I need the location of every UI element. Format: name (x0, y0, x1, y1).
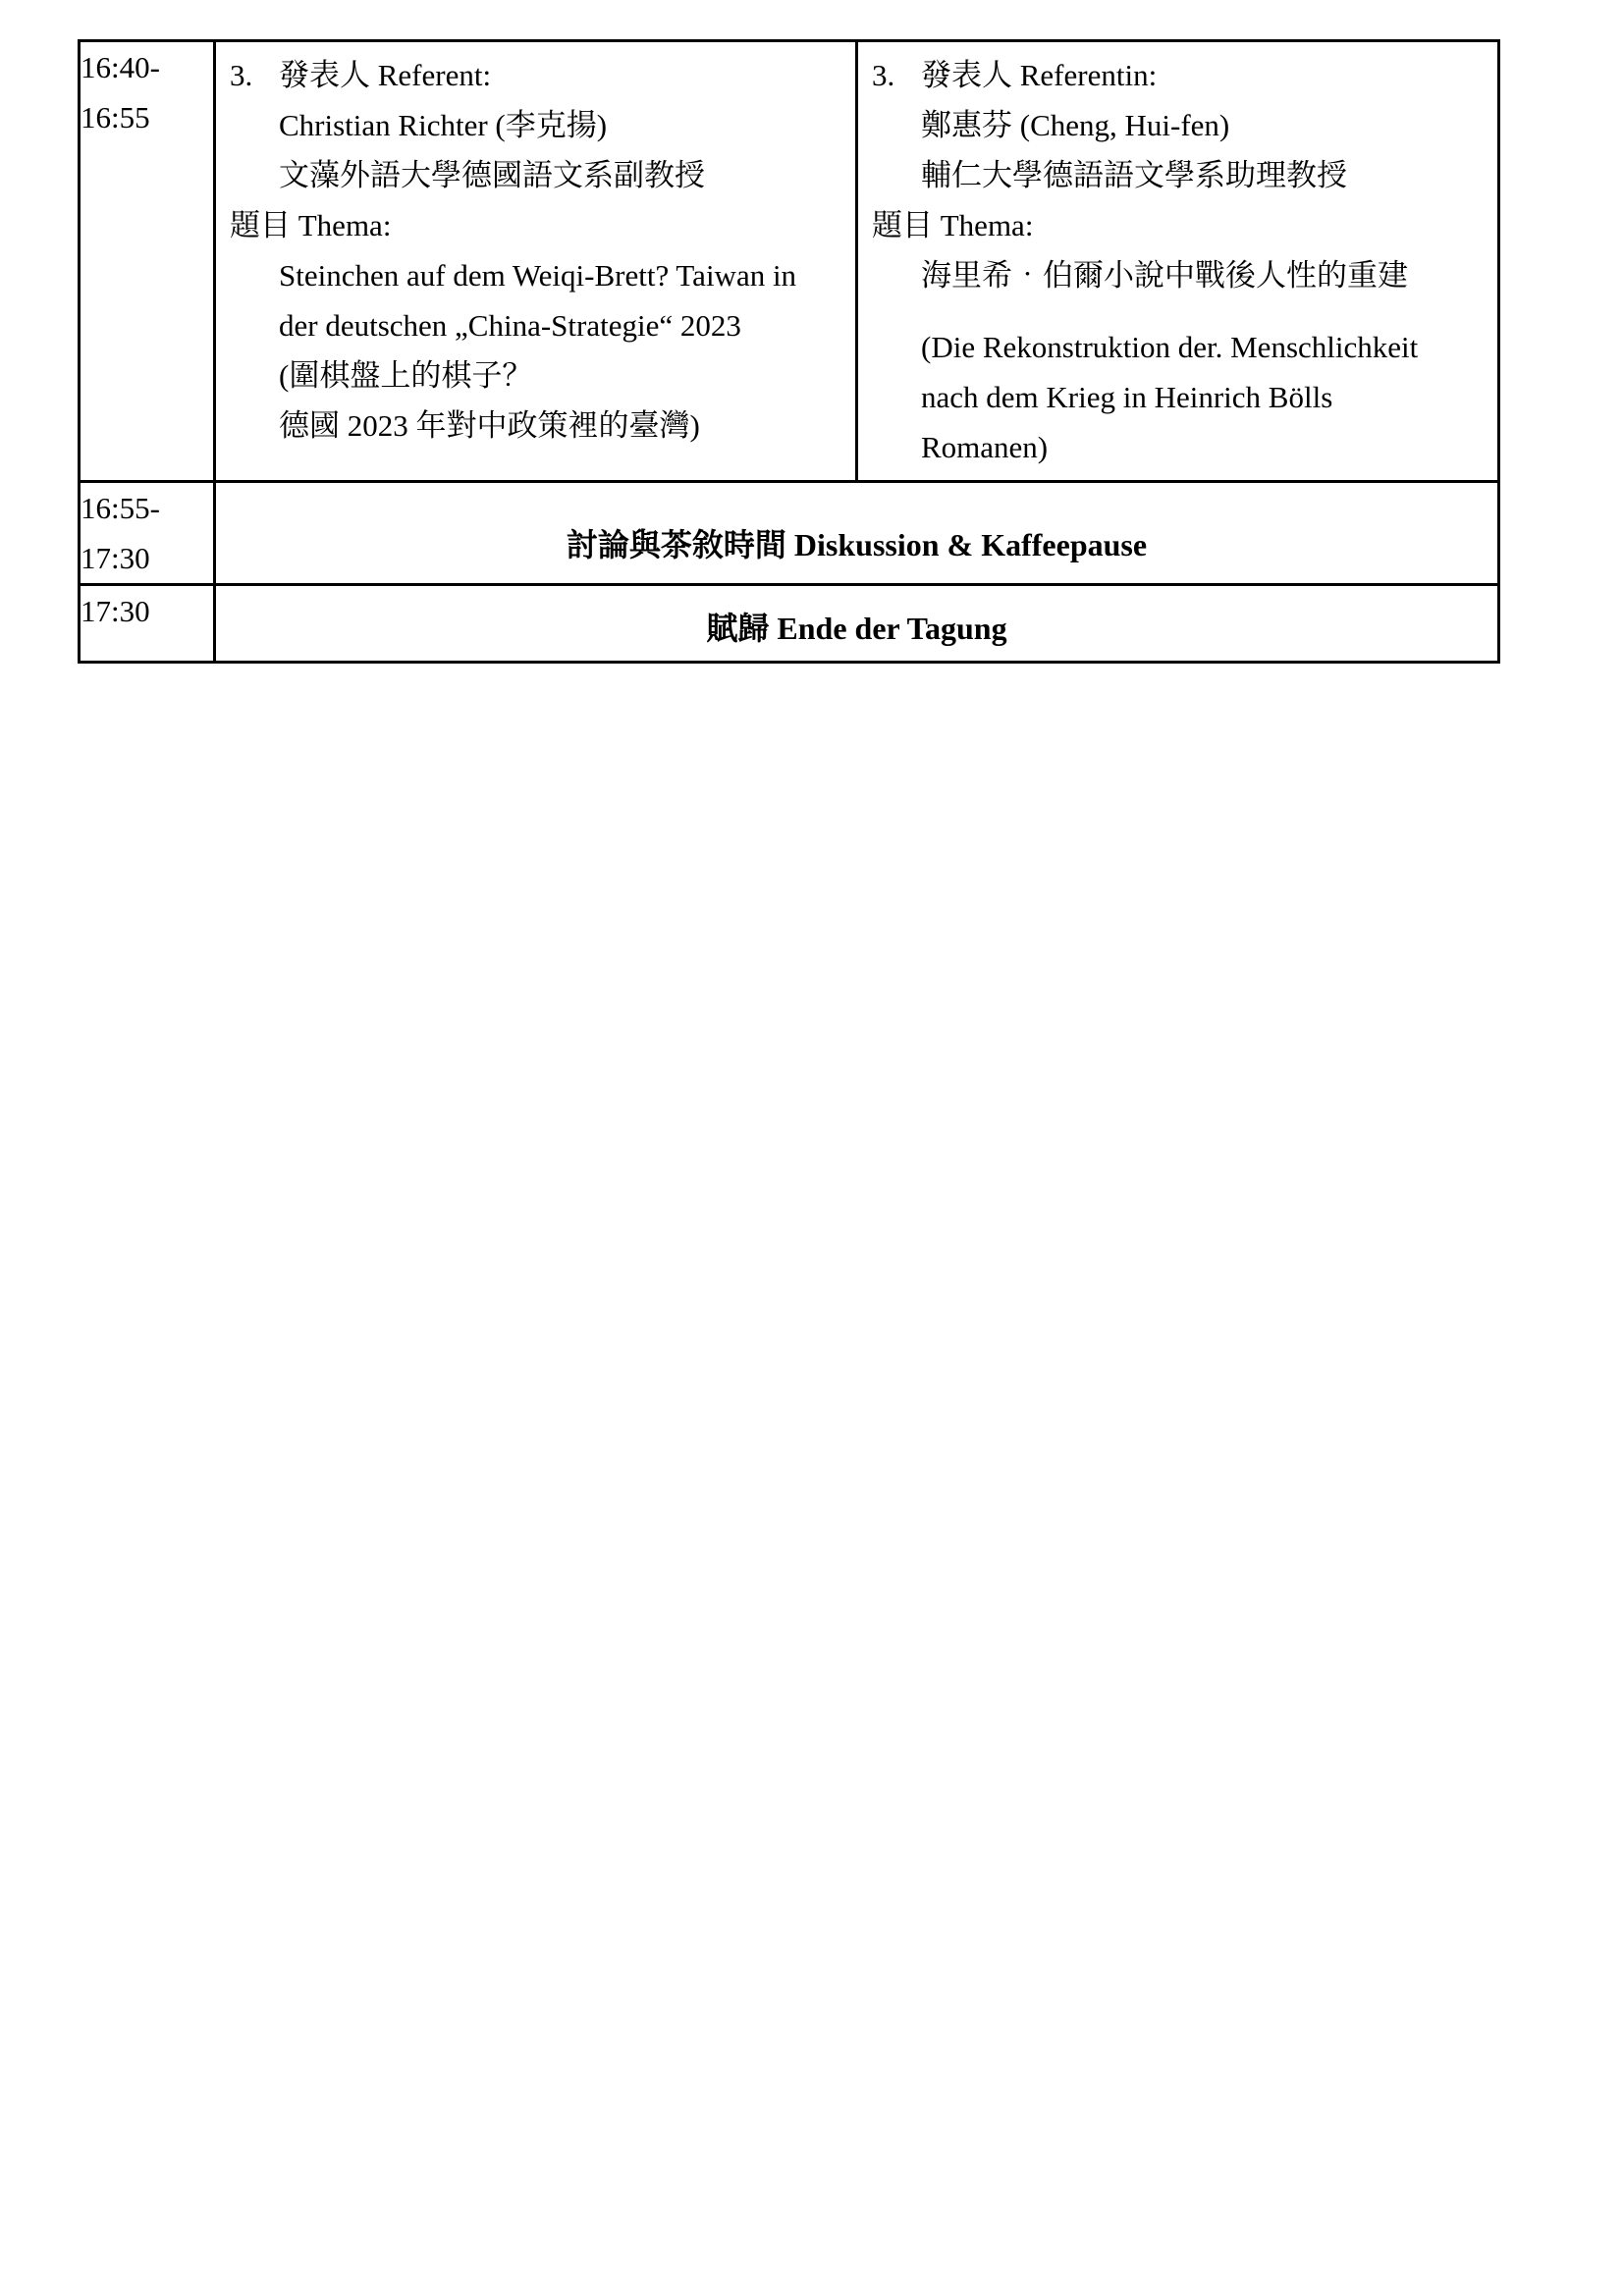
topic-line: der deutschen „China-Strategie“ 2023 (279, 308, 741, 343)
table-row (80, 585, 1499, 663)
closing-text: 賦歸 Ende der Tagung (706, 611, 1007, 646)
speaker-affiliation: 文藻外語大學德國語文系副教授 (279, 158, 705, 192)
break-text: 討論與茶敘時間 Diskussion & Kaffeepause (566, 527, 1148, 562)
time-cell (80, 585, 215, 663)
time-start: 16:55- (81, 491, 160, 525)
time-cell (80, 41, 215, 482)
presentation-cell-right (857, 41, 1499, 482)
topic-line: Steinchen auf dem Weiqi-Brett? Taiwan in (279, 258, 797, 293)
item-number: 3. (230, 58, 253, 92)
table-row (80, 482, 1499, 585)
time-start: 17:30 (81, 594, 150, 628)
topic-line: 海里希‧伯爾小說中戰後人性的重建 (921, 258, 1408, 293)
topic-line: 德國 2023 年對中政策裡的臺灣) (279, 408, 700, 443)
table-row (80, 41, 1499, 482)
speaker-affiliation: 輔仁大學德語語文學系助理教授 (921, 158, 1347, 192)
item-number: 3. (872, 58, 895, 92)
topic-label: 題目 Thema: (872, 208, 1034, 242)
topic-line: Romanen) (921, 430, 1049, 464)
speaker-heading (872, 50, 1488, 100)
schedule-table (78, 39, 1500, 664)
topic-line: (Die Rekonstruktion der. Menschlichkeit (921, 330, 1419, 364)
time-cell (80, 482, 215, 585)
closing-cell (215, 585, 1499, 663)
spacer (872, 300, 1488, 322)
speaker-name: Christian Richter (李克揚) (279, 108, 608, 142)
speaker-heading (230, 50, 845, 100)
presentation-cell-left (215, 41, 857, 482)
break-cell (215, 482, 1499, 585)
time-end: 16:55 (81, 100, 150, 134)
topic-line: (圍棋盤上的棋子？ (279, 358, 533, 393)
speaker-label: 發表人 Referentin: (921, 58, 1158, 92)
time-end: 17:30 (81, 541, 150, 575)
topic-label: 題目 Thema: (230, 208, 392, 242)
speaker-label: 發表人 Referent: (279, 58, 492, 92)
speaker-name: 鄭惠芬 (Cheng, Hui-fen) (921, 108, 1230, 142)
topic-line: nach dem Krieg in Heinrich Bölls (921, 380, 1333, 414)
time-start: 16:40- (81, 50, 160, 84)
